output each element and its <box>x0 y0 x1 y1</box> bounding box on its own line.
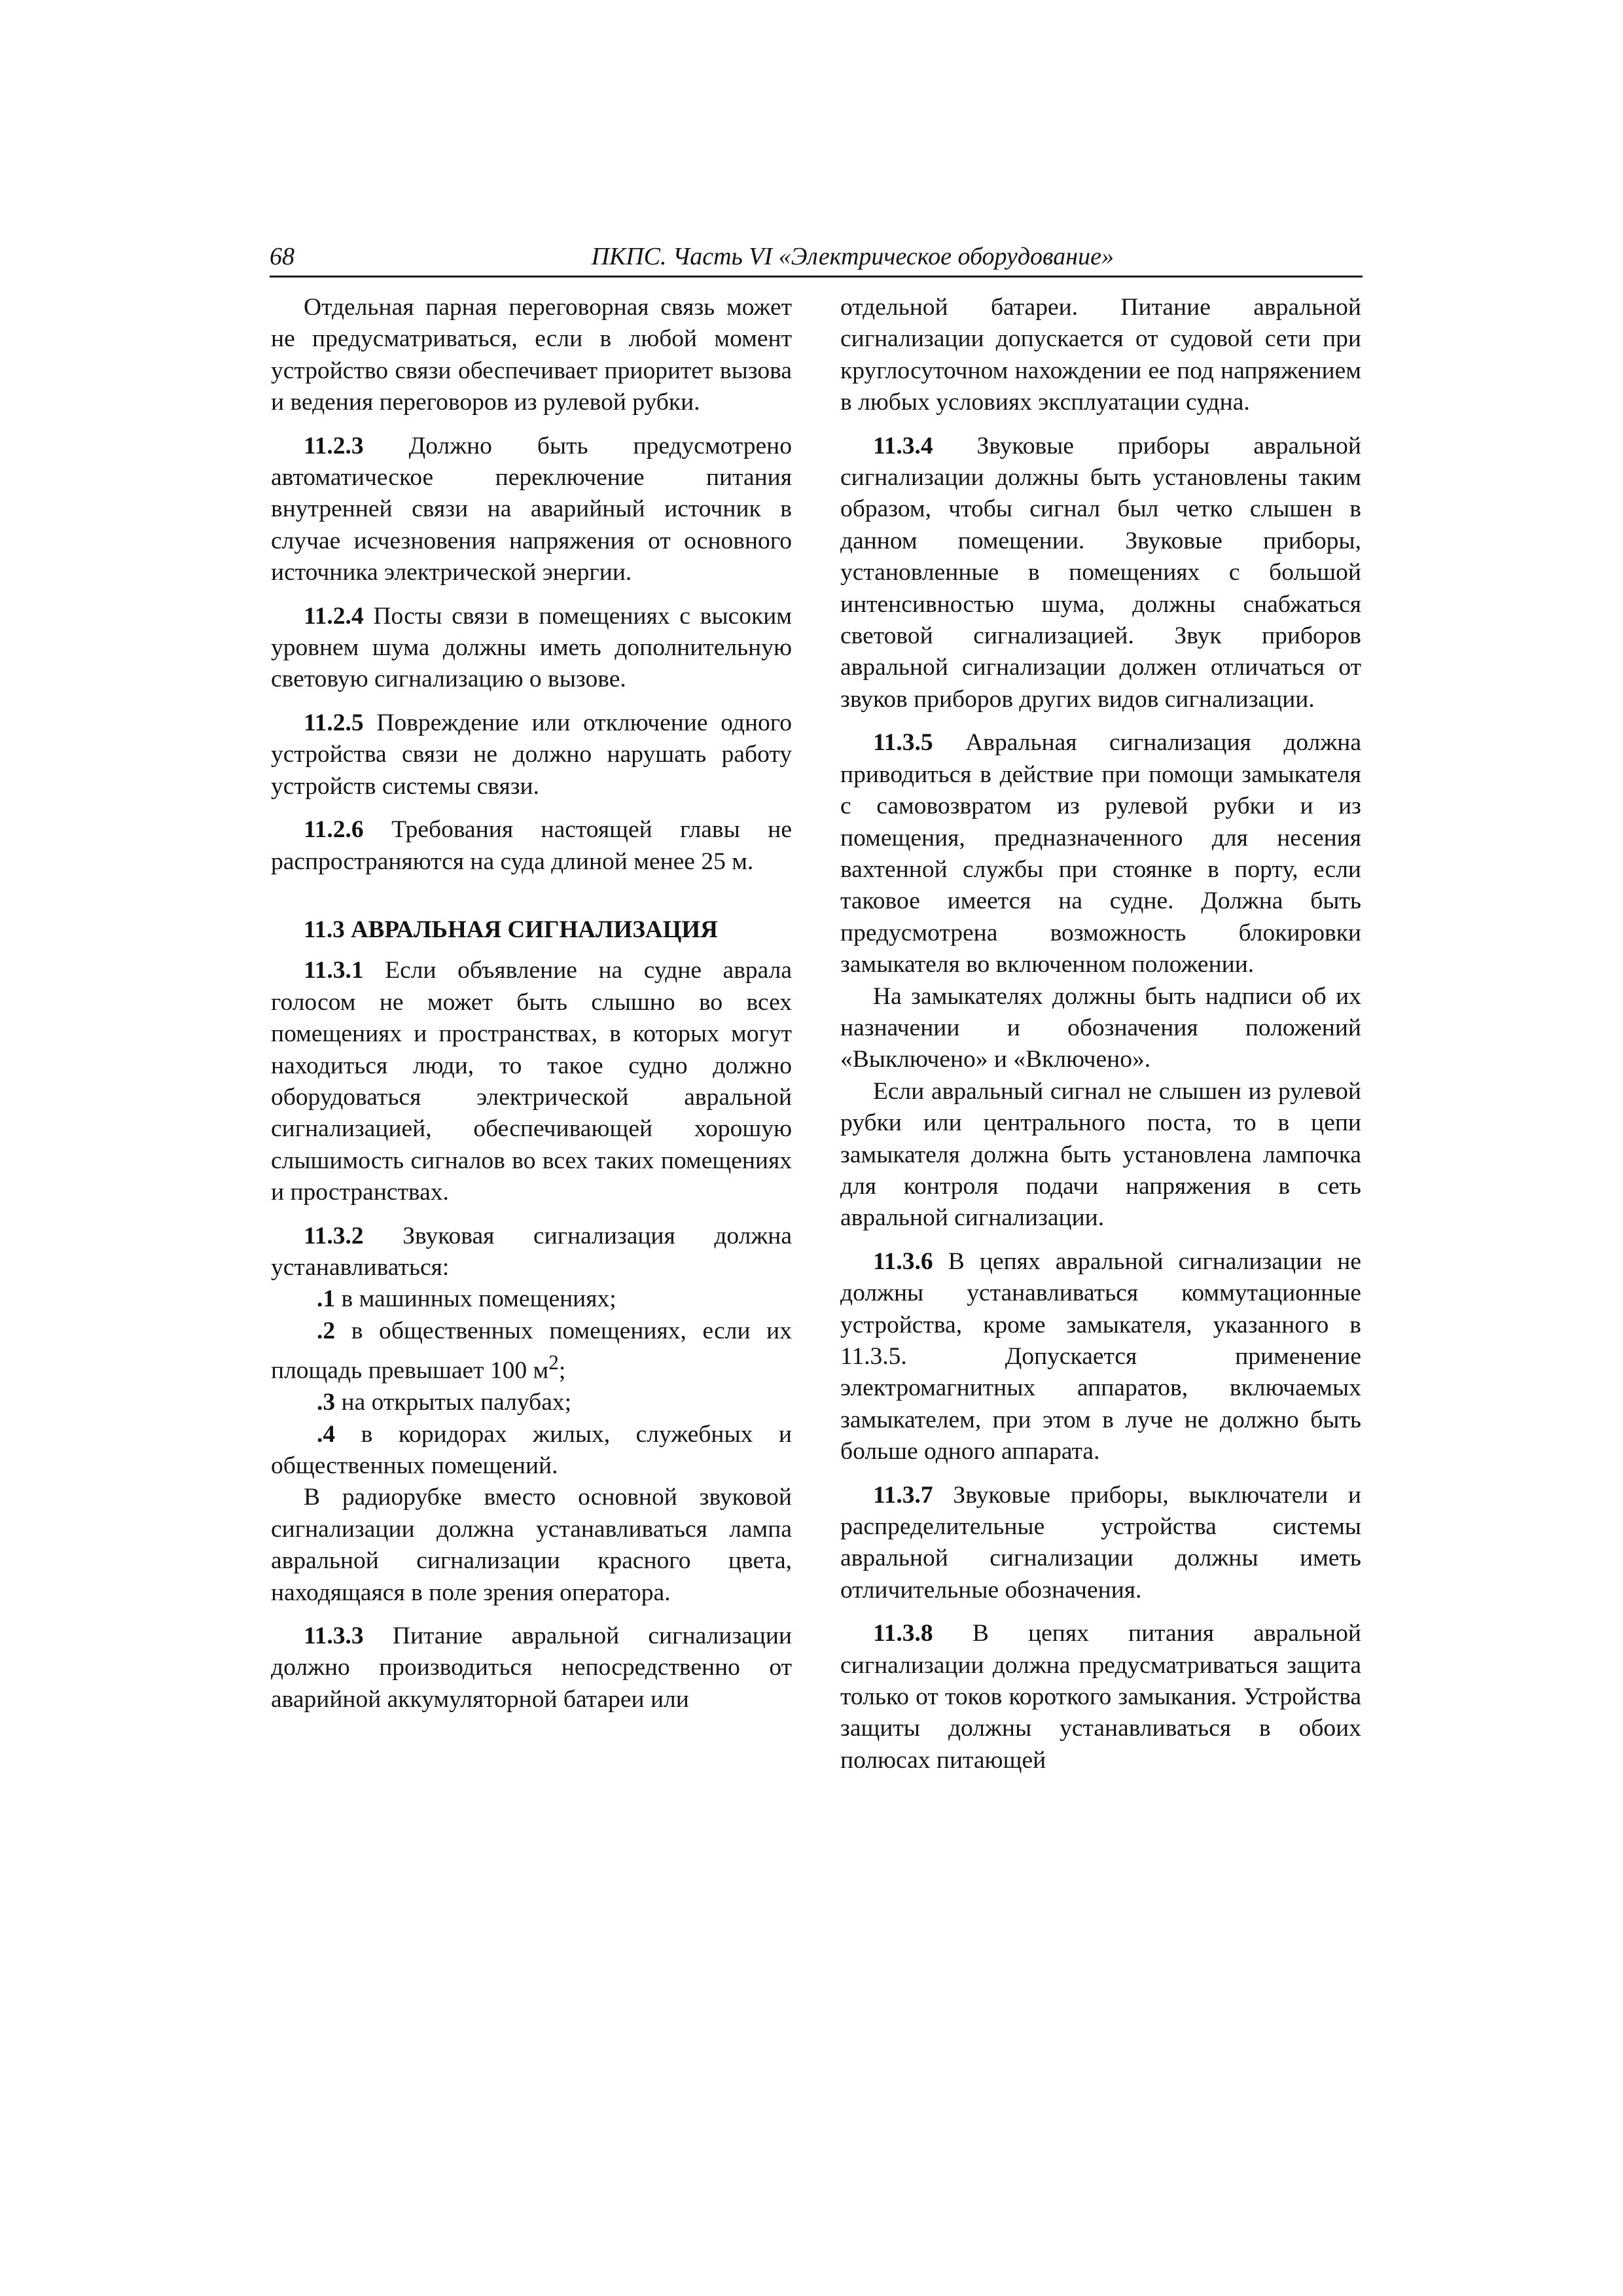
item-number: .1 <box>317 1285 336 1313</box>
clause-number: 11.3.3 <box>304 1622 364 1649</box>
page-number: 68 <box>270 243 294 270</box>
item-number: .2 <box>317 1317 336 1344</box>
clause-11-3-5 <box>840 727 1361 980</box>
clause-11-3-8 <box>840 1618 1361 1776</box>
list-item <box>271 1283 792 1315</box>
superscript: 2 <box>548 1351 559 1374</box>
clause-text: Повреждение или отключение одного устройства связи не должно нарушать работу устройств системы связи. <box>271 709 792 800</box>
paragraph: отдельной батареи. Питание авральной сигнализации допускается от судовой сети при круглосуточном нахождении ее под напряжением в любых условиях эксплуатации судна. <box>840 294 1361 416</box>
clause-11-3-7 <box>840 1480 1361 1607</box>
clause-number: 11.2.3 <box>304 432 364 459</box>
clause-text: Должно быть предусмотрено автоматическое переключение питания внутренней связи на аварийный источник в случае исчезновения напряжения от основного источника электрической энергии. <box>271 432 792 586</box>
clause-number: 11.3.6 <box>873 1247 933 1275</box>
item-number: .3 <box>317 1389 336 1416</box>
item-text: в общественных помещениях, если их площадь превышает 100 м <box>271 1317 792 1384</box>
item-text: в коридорах жилых, служебных и общественных помещений. <box>271 1420 792 1479</box>
paragraph: Если авральный сигнал не слышен из рулевой рубки или центрального поста, то в цепи замыкателя должна быть установлена лампочка для контроля подачи напряжения в сеть авральной сигнализации. <box>840 1077 1361 1232</box>
item-text: на открытых палубах; <box>335 1389 572 1416</box>
clause-11-3-2 <box>271 1221 792 1284</box>
clause-text: Посты связи в помещениях с высоким уровнем шума должны иметь дополнительную световую сигнализацию о вызове. <box>271 602 792 693</box>
left-column <box>271 292 792 1715</box>
clause-11-3-1 <box>271 955 792 1208</box>
clause-11-2-3 <box>271 431 792 589</box>
clause-text: Звуковые приборы авральной сигнализации должны быть установлены таким образом, чтобы сигнал был четко слышен в данном помещении. Звуковые приборы, установленные в помещениях с большой интенсивностью шума, должны снабжаться световой сигнализацией. Звук приборов авральной сигнализации должен отличаться от звуков приборов других видов сигнализации. <box>840 432 1361 713</box>
clause-number: 11.3.2 <box>304 1222 364 1249</box>
clause-text: В цепях питания авральной сигнализации должна предусматриваться защита только от токов короткого замыкания. Устройства защиты должны устанавливаться в обоих полюсах питающей <box>840 1620 1361 1774</box>
list-item <box>271 1419 792 1482</box>
item-text: в машинных помещениях; <box>335 1285 616 1313</box>
clause-11-2-5 <box>271 708 792 802</box>
clause-text: Если объявление на судне аврала голосом не может быть слышно во всех помещениях и пространствах, в которых могут находиться люди, то такое судно должно оборудоваться электрической авральной сигнализацией, обеспечивающей хорошую слышимость сигналов во всех таких помещениях и пространствах. <box>271 957 792 1206</box>
clause-11-2-6 <box>271 814 792 878</box>
clause-text: В цепях авральной сигнализации не должны устанавливаться коммутационные устройства, кроме замыкателя, указанного в 11.3.5. Допускается применение электромагнитных аппаратов, включаемых замыкателем, при этом в луче не должно быть больше одного аппарата. <box>840 1247 1361 1465</box>
paragraph: Отдельная парная переговорная связь может не предусматриваться, если в любой момент устройство связи обеспечивает приоритет вызова и ведения переговоров из рулевой рубки. <box>271 294 792 416</box>
item-tail: ; <box>558 1357 566 1384</box>
clause-number: 11.2.5 <box>304 709 364 736</box>
clause-11-3-4 <box>840 431 1361 716</box>
clause-11-2-4 <box>271 601 792 696</box>
clause-11-3-6 <box>840 1246 1361 1468</box>
section-heading: 11.3 АВРАЛЬНАЯ СИГНАЛИЗАЦИЯ <box>304 916 718 943</box>
clause-text: Требования настоящей главы не распространяются на суда длиной менее 25 м. <box>271 816 792 875</box>
right-column <box>840 292 1361 1776</box>
clause-text: Звуковые приборы, выключатели и распределительные устройства системы авральной сигнализации должны иметь отличительные обозначения. <box>840 1481 1361 1604</box>
clause-number: 11.3.7 <box>873 1481 933 1509</box>
clause-number: 11.3.1 <box>304 957 364 984</box>
clause-number: 11.3.5 <box>873 729 933 757</box>
clause-number: 11.2.6 <box>304 816 364 844</box>
running-title: ПКПС. Часть VI «Электрическое оборудование» <box>591 243 1114 270</box>
clause-11-3-3 <box>271 1621 792 1715</box>
clause-text: Авральная сигнализация должна приводиться в действие при помощи замыкателя с самовозвратом из рулевой рубки и из помещения, предназначенного для несения вахтенной службы при стоянке в порту, если таковое имеется на судне. Должна быть предусмотрена возможность блокировки замыкателя во включенном положении. <box>840 729 1361 978</box>
clause-number: 11.3.8 <box>873 1620 933 1647</box>
paragraph: На замыкателях должны быть надписи об их назначении и обозначения положений «Выключено» и «Включено». <box>840 982 1361 1073</box>
clause-number: 11.3.4 <box>873 432 933 459</box>
clause-number: 11.2.4 <box>304 602 364 630</box>
list-item <box>271 1387 792 1418</box>
clause-text: Звуковая сигнализация должна устанавливаться: <box>271 1222 792 1281</box>
list-item <box>271 1316 792 1387</box>
item-number: .4 <box>317 1420 336 1448</box>
page-header <box>270 239 1363 278</box>
clause-text: Питание авральной сигнализации должно производиться непосредственно от аварийной аккумуляторной батареи или <box>271 1622 792 1713</box>
paragraph: В радиорубке вместо основной звуковой сигнализации должна устанавливаться лампа авральной сигнализации красного цвета, находящаяся в поле зрения оператора. <box>271 1484 792 1606</box>
